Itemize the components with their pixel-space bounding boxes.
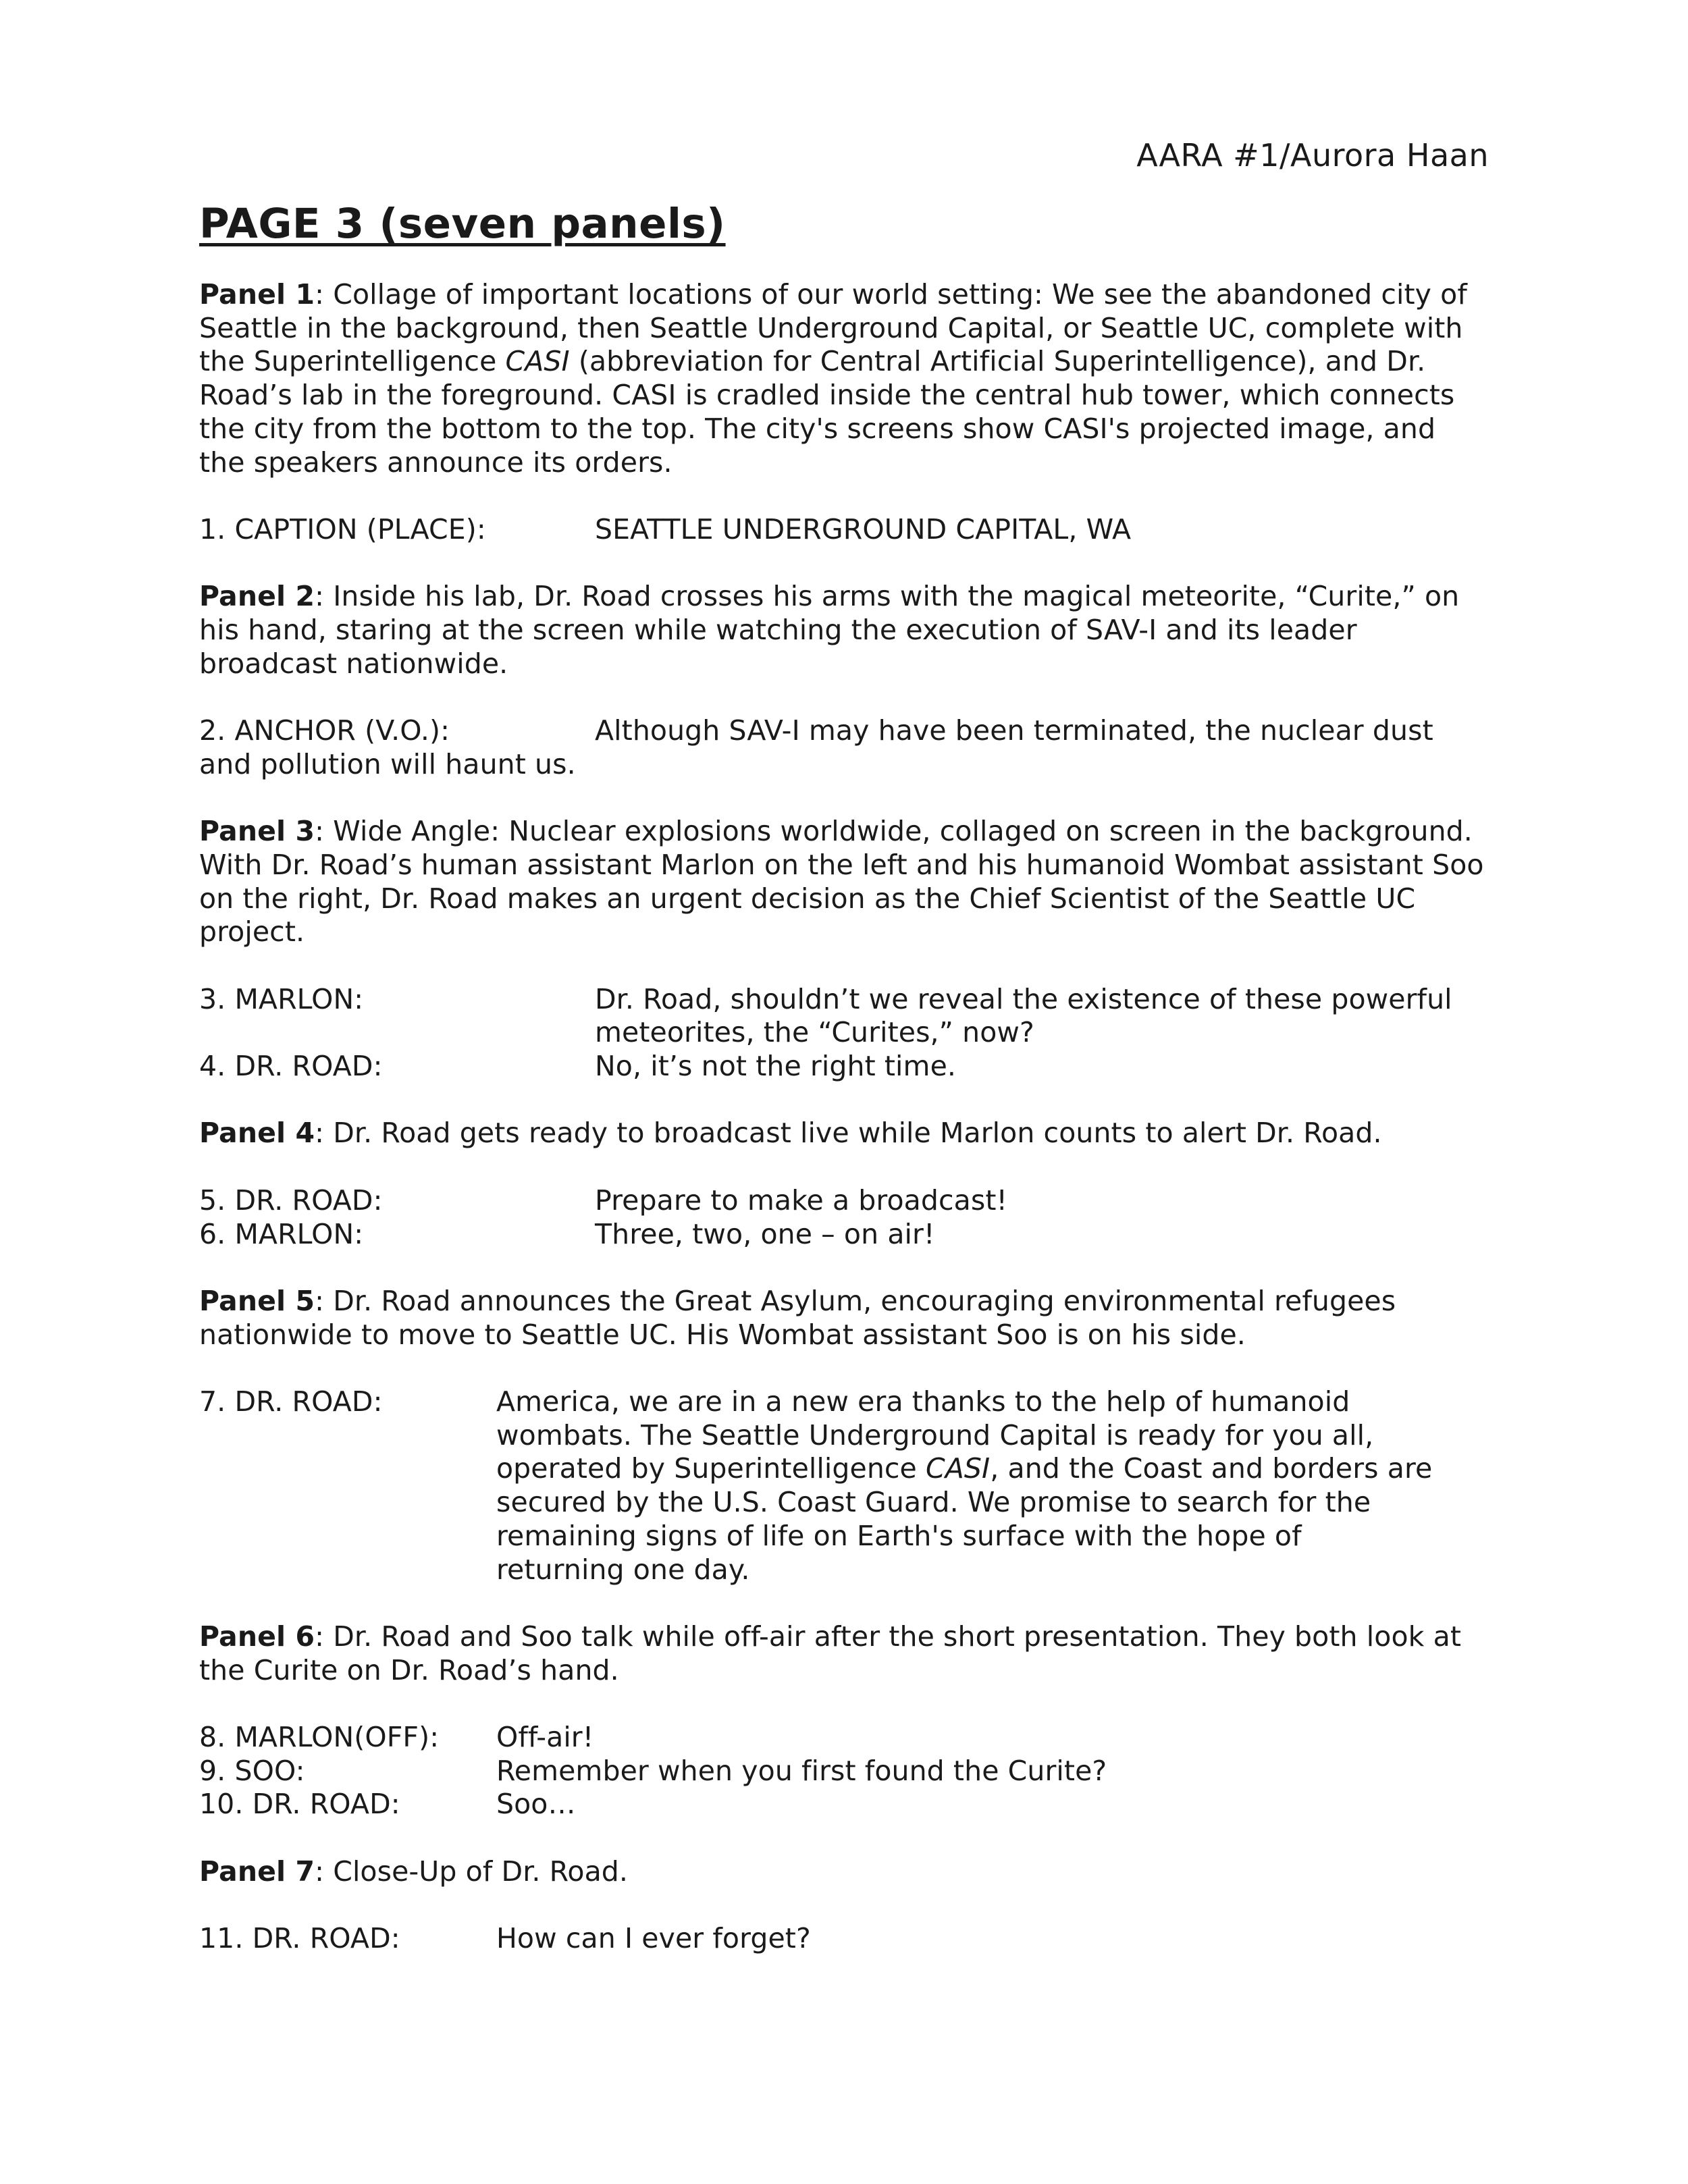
panel-2-desc-text: : Inside his lab, Dr. Road crosses his arms with the magical meteorite, “Curite,” on his hand, staring at the screen while watching the execution of SAV-I and its leader broadcast nationwide. xyxy=(199,580,1460,680)
dialogue-speaker: 2. ANCHOR (V.O.): xyxy=(199,714,450,747)
dialogue-text: Three, two, one – on air! xyxy=(595,1217,935,1250)
dialogue-text: Although SAV-I may have been terminated, the nuclear dust and pollution will haunt us. xyxy=(199,714,1433,780)
panel-1-desc-casi: CASI xyxy=(505,345,570,378)
dialogue-speaker: 11. DR. ROAD: xyxy=(199,1922,400,1955)
page-content xyxy=(199,0,1489,2184)
dialogue-speaker: 5. DR. ROAD: xyxy=(199,1183,383,1217)
panel-2-label: Panel 2 xyxy=(199,580,315,613)
panel-1-desc-part-1: : Collage of important locations of our world setting: We see the abandoned city of Seattle in the background, then Seattle Underground Capital, or Seattle UC, complete with the Superintelligence xyxy=(199,278,1467,378)
panel-3-label: Panel 3 xyxy=(199,815,315,848)
dialogue-text: Remember when you first found the Curite? xyxy=(496,1754,1107,1787)
header-title: AARA #1/Aurora Haan xyxy=(1136,137,1489,174)
panel-3-description xyxy=(199,815,1489,949)
panel-1-label: Panel 1 xyxy=(199,278,315,311)
panel-4-description xyxy=(199,1117,1489,1150)
dialogue-line-6 xyxy=(199,1218,1489,1252)
panel-7-desc-text: : Close-Up of Dr. Road. xyxy=(315,1855,629,1888)
panel-1-desc-part-3: (abbreviation for Central Artificial Superintelligence), and Dr. Road’s lab in the foreground. CASI is cradled inside the central hub tower, which connects the city from the bottom to the top. The city's screens show CASI's projected image, and the speakers announce its orders. xyxy=(199,345,1455,479)
script-body xyxy=(199,278,1489,1956)
panel-7-label: Panel 7 xyxy=(199,1855,315,1888)
dialogue-speaker: 1. CAPTION (PLACE): xyxy=(199,512,486,545)
panel-7-description xyxy=(199,1855,1489,1889)
dialogue-speaker: 6. MARLON: xyxy=(199,1217,364,1250)
panel-5-description xyxy=(199,1285,1489,1352)
dialogue-line-4 xyxy=(199,1050,1489,1084)
dialogue-speaker: 3. MARLON: xyxy=(199,982,364,1015)
dialogue-line-2 xyxy=(199,714,1489,781)
panel-6-label: Panel 6 xyxy=(199,1620,315,1653)
dialogue-line-1 xyxy=(199,513,1489,547)
dialogue-line-9 xyxy=(199,1755,1489,1788)
dialogue-speaker: 9. SOO: xyxy=(199,1754,305,1787)
page-title: PAGE 3 (seven panels) xyxy=(199,200,726,248)
panel-3-desc-text: : Wide Angle: Nuclear explosions worldwide, collaged on screen in the background. With Dr. Road’s human assistant Marlon on the left and his humanoid Wombat assistant Soo on the right, Dr. Road makes an urgent decision as the Chief Scientist of the Seattle UC project. xyxy=(199,815,1484,949)
dialogue-text-part-3: , and the Coast and borders are secured by the U.S. Coast Guard. We promise to search for the remaining signs of life on Earth's surface with the hope of returning one day. xyxy=(496,1452,1433,1586)
panel-1-description xyxy=(199,278,1489,479)
panel-4-label: Panel 4 xyxy=(199,1117,315,1150)
dialogue-speaker: 4. DR. ROAD: xyxy=(199,1050,383,1083)
dialogue-line-5 xyxy=(199,1184,1489,1218)
dialogue-text-part-1: America, we are in a new era thanks to the help of humanoid wombats. The Seattle Underground Capital is ready for you all, operated by Superintelligence xyxy=(496,1385,1374,1485)
dialogue-line-10 xyxy=(199,1788,1489,1821)
dialogue-line-8 xyxy=(199,1721,1489,1755)
panel-5-desc-text: : Dr. Road announces the Great Asylum, encouraging environmental refugees nationwide to move to Seattle UC. His Wombat assistant Soo is on his side. xyxy=(199,1284,1396,1351)
dialogue-speaker: 10. DR. ROAD: xyxy=(199,1788,400,1821)
dialogue-text: Off-air! xyxy=(496,1721,594,1754)
dialogue-speaker: 7. DR. ROAD: xyxy=(199,1385,383,1418)
dialogue-text-casi: CASI xyxy=(926,1452,991,1485)
panel-4-desc-text: : Dr. Road gets ready to broadcast live while Marlon counts to alert Dr. Road. xyxy=(315,1117,1382,1150)
dialogue-speaker: 8. MARLON(OFF): xyxy=(199,1721,440,1754)
panel-6-description xyxy=(199,1620,1489,1687)
dialogue-text: Dr. Road, shouldn’t we reveal the existence of these powerful meteorites, the “Curites,” now? xyxy=(595,982,1452,1049)
dialogue-text: No, it’s not the right time. xyxy=(595,1050,957,1083)
panel-6-desc-text: : Dr. Road and Soo talk while off-air after the short presentation. They both look at the Curite on Dr. Road’s hand. xyxy=(199,1620,1461,1686)
dialogue-text: Prepare to make a broadcast! xyxy=(595,1183,1008,1217)
panel-2-description xyxy=(199,580,1489,681)
dialogue-line-11 xyxy=(199,1922,1489,1956)
dialogue-line-3 xyxy=(199,983,1489,1050)
dialogue-text: How can I ever forget? xyxy=(496,1922,811,1955)
dialogue-text: Soo… xyxy=(496,1788,576,1821)
dialogue-line-7 xyxy=(199,1385,1489,1587)
dialogue-text xyxy=(496,1385,1435,1587)
dialogue-text: SEATTLE UNDERGROUND CAPITAL, WA xyxy=(595,512,1132,545)
panel-5-label: Panel 5 xyxy=(199,1284,315,1317)
